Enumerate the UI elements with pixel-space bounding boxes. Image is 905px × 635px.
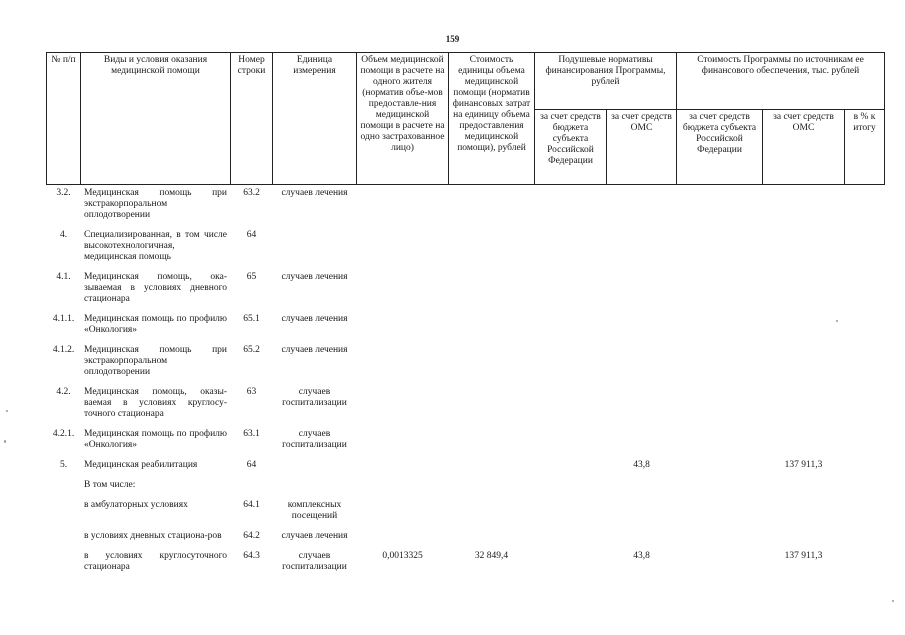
- row-program-budget: [677, 311, 763, 342]
- row-per-capita-oms: [607, 185, 677, 228]
- row-program-oms: [763, 384, 845, 426]
- row-number: [47, 497, 81, 528]
- row-unit-cost: [449, 497, 535, 528]
- row-volume: [357, 426, 449, 457]
- row-program-pct: [845, 497, 885, 528]
- row-volume: [357, 311, 449, 342]
- header-per-capita-oms: за счет средств ОМС: [607, 110, 677, 185]
- row-number: 4.: [59, 230, 68, 240]
- row-number: 3.2.: [56, 188, 71, 198]
- row-unit-cost: [449, 227, 535, 269]
- row-volume: [357, 497, 449, 528]
- row-line-number: 63: [246, 387, 257, 397]
- row-program-budget: [677, 528, 763, 548]
- row-care-type: Медицинская помощь по профилю «Онкология»: [84, 314, 227, 335]
- row-line-number: 64: [246, 230, 257, 240]
- row-program-oms: [763, 426, 845, 457]
- row-care-type: в амбулаторных условиях: [84, 500, 188, 510]
- row-unit-cost: [449, 477, 535, 497]
- table-row: [47, 384, 885, 426]
- row-unit: [273, 477, 357, 497]
- header-per-capita-budget: за счет средств бюджета субъекта Российской Федерации: [535, 110, 607, 185]
- row-program-pct: [845, 528, 885, 548]
- row-program-oms: [763, 497, 845, 528]
- row-per-capita-budget: [535, 342, 607, 384]
- row-per-capita-budget: [535, 548, 607, 579]
- row-volume: [357, 384, 449, 426]
- row-care-type: Медицинская помощь при экстракорпоральном оплодотворении: [84, 345, 227, 377]
- row-per-capita-oms: 43,8: [633, 460, 650, 470]
- financing-table: [46, 52, 885, 579]
- row-unit-cost: [449, 311, 535, 342]
- scan-speck: [836, 320, 838, 322]
- header-unit: Единица измерения: [273, 53, 357, 185]
- row-unit: комплексных посещений: [287, 500, 342, 521]
- table-row: [47, 311, 885, 342]
- table-header: [47, 53, 885, 185]
- row-unit-cost: [449, 185, 535, 228]
- row-unit-cost: [449, 528, 535, 548]
- table-row: [47, 548, 885, 579]
- row-volume: 0,0013325: [382, 551, 423, 561]
- table-row: [47, 457, 885, 477]
- header-program-cost: Стоимость Программы по источникам ее финансового обеспечения, тыс. рублей: [677, 53, 885, 110]
- row-program-oms: [763, 185, 845, 228]
- row-unit: случаев лечения: [281, 531, 348, 541]
- row-unit-cost: [449, 384, 535, 426]
- row-program-oms: [763, 227, 845, 269]
- row-per-capita-oms: [607, 384, 677, 426]
- header-program-pct: в % к итогу: [845, 110, 885, 185]
- row-line-number: 64.2: [243, 531, 260, 541]
- row-program-pct: [845, 426, 885, 457]
- row-per-capita-budget: [535, 426, 607, 457]
- row-program-pct: [845, 227, 885, 269]
- header-volume: Объем медицинской помощи в расчете на одного жителя (норматив объе-мов предоставле-ния медицинской помощи в расчете на одно застрахованное лицо): [357, 53, 449, 185]
- page-number: 159: [445, 34, 460, 44]
- row-per-capita-budget: [535, 185, 607, 228]
- row-per-capita-budget: [535, 227, 607, 269]
- row-program-budget: [677, 227, 763, 269]
- row-care-type: Медицинская помощь по профилю «Онкология»: [84, 429, 227, 450]
- row-program-budget: [677, 185, 763, 228]
- row-program-pct: [845, 185, 885, 228]
- row-per-capita-oms: 43,8: [633, 551, 650, 561]
- row-unit: случаев госпитализации: [282, 551, 347, 572]
- row-program-budget: [677, 426, 763, 457]
- row-program-oms: [763, 477, 845, 497]
- row-number: 4.2.1.: [52, 429, 75, 439]
- table-row: [47, 426, 885, 457]
- table-row: [47, 528, 885, 548]
- row-care-type: В том числе:: [84, 480, 136, 490]
- header-num: № п/п: [47, 53, 81, 185]
- row-per-capita-budget: [535, 477, 607, 497]
- row-program-oms: 137 911,3: [784, 460, 823, 470]
- row-program-budget: [677, 497, 763, 528]
- row-line-number: 64: [246, 460, 257, 470]
- row-volume: [357, 457, 449, 477]
- row-per-capita-oms: [607, 528, 677, 548]
- row-volume: [357, 227, 449, 269]
- row-program-oms: [763, 269, 845, 311]
- row-number: [47, 477, 81, 497]
- table-row: [47, 497, 885, 528]
- header-program-oms: за счет средств ОМС: [763, 110, 845, 185]
- row-unit-cost: 32 849,4: [474, 551, 509, 561]
- row-line-number: 63.2: [243, 188, 260, 198]
- row-line-number: 63.1: [243, 429, 260, 439]
- row-line-number: 65: [246, 272, 257, 282]
- row-per-capita-budget: [535, 269, 607, 311]
- row-unit-cost: [449, 457, 535, 477]
- row-program-oms: [763, 528, 845, 548]
- row-program-oms: 137 911,3: [784, 551, 823, 561]
- row-number: 4.1.2.: [52, 345, 75, 355]
- row-volume: [357, 528, 449, 548]
- row-line-number: [231, 477, 273, 497]
- row-per-capita-budget: [535, 497, 607, 528]
- row-per-capita-oms: [607, 497, 677, 528]
- row-per-capita-oms: [607, 477, 677, 497]
- row-unit: случаев госпитализации: [282, 429, 347, 450]
- row-unit: случаев лечения: [281, 188, 348, 198]
- row-program-pct: [845, 384, 885, 426]
- row-per-capita-budget: [535, 528, 607, 548]
- row-number: 4.1.1.: [52, 314, 75, 324]
- row-care-type: в условиях дневных стациона-ров: [84, 531, 222, 541]
- table-body: [47, 185, 885, 580]
- row-unit: случаев госпитализации: [282, 387, 347, 408]
- row-program-pct: [845, 269, 885, 311]
- row-volume: [357, 269, 449, 311]
- row-unit: случаев лечения: [281, 345, 348, 355]
- row-per-capita-oms: [607, 227, 677, 269]
- row-per-capita-oms: [607, 342, 677, 384]
- row-volume: [357, 185, 449, 228]
- row-line-number: 64.1: [243, 500, 260, 510]
- header-unit-cost: Стоимость единицы объема медицинской помощи (норматив финансовых затрат на единицу объема предоставления медицинской помощи), рублей: [449, 53, 535, 185]
- row-program-budget: [677, 457, 763, 477]
- header-per-capita: Подушевые нормативы финансирования Программы, рублей: [535, 53, 677, 110]
- row-unit: [273, 457, 357, 477]
- row-care-type: Медицинская помощь, ока-зываемая в условиях дневного стационара: [84, 272, 227, 304]
- row-unit: [273, 227, 357, 269]
- row-program-budget: [677, 269, 763, 311]
- header-program-budget: за счет средств бюджета субъекта Российской Федерации: [677, 110, 763, 185]
- row-per-capita-budget: [535, 457, 607, 477]
- row-care-type: в условиях круглосуточного стационара: [84, 551, 227, 572]
- row-program-budget: [677, 384, 763, 426]
- scan-speck: [892, 600, 894, 602]
- row-unit: случаев лечения: [281, 272, 348, 282]
- table-row: [47, 227, 885, 269]
- row-program-pct: [845, 477, 885, 497]
- row-line-number: 64.3: [243, 551, 260, 561]
- row-unit: случаев лечения: [281, 314, 348, 324]
- row-program-pct: [845, 457, 885, 477]
- row-per-capita-oms: [607, 311, 677, 342]
- row-care-type: Медицинская помощь, оказы-ваемая в условиях круглосу-точного стационара: [84, 387, 227, 419]
- row-program-pct: [845, 311, 885, 342]
- row-number: 5.: [59, 460, 68, 470]
- table-row: [47, 477, 885, 497]
- row-number: 4.2.: [56, 387, 71, 397]
- row-unit-cost: [449, 426, 535, 457]
- scan-speck: [6, 410, 8, 412]
- row-program-oms: [763, 342, 845, 384]
- row-volume: [357, 477, 449, 497]
- row-line-number: 65.2: [243, 345, 260, 355]
- table-row: [47, 185, 885, 228]
- header-care-type: Виды и условия оказания медицинской помощи: [81, 53, 231, 185]
- row-program-budget: [677, 477, 763, 497]
- row-per-capita-budget: [535, 384, 607, 426]
- row-program-budget: [677, 342, 763, 384]
- row-care-type: Медицинская помощь при экстракорпоральном оплодотворении: [84, 188, 227, 220]
- row-program-pct: [845, 342, 885, 384]
- header-line-number: Номер строки: [231, 53, 273, 185]
- row-number: [47, 548, 81, 579]
- row-care-type: Медицинская реабилитация: [84, 460, 198, 470]
- row-volume: [357, 342, 449, 384]
- row-unit-cost: [449, 342, 535, 384]
- row-line-number: 65.1: [243, 314, 260, 324]
- scan-speck: [4, 440, 6, 443]
- row-per-capita-budget: [535, 311, 607, 342]
- row-care-type: Специализированная, в том числе высокотехнологичная, медицинская помощь: [84, 230, 227, 262]
- row-per-capita-oms: [607, 269, 677, 311]
- table-row: [47, 342, 885, 384]
- row-program-budget: [677, 548, 763, 579]
- row-number: [47, 528, 81, 548]
- row-number: 4.1.: [56, 272, 71, 282]
- row-program-pct: [845, 548, 885, 579]
- row-unit-cost: [449, 269, 535, 311]
- row-per-capita-oms: [607, 426, 677, 457]
- row-program-oms: [763, 311, 845, 342]
- table-row: [47, 269, 885, 311]
